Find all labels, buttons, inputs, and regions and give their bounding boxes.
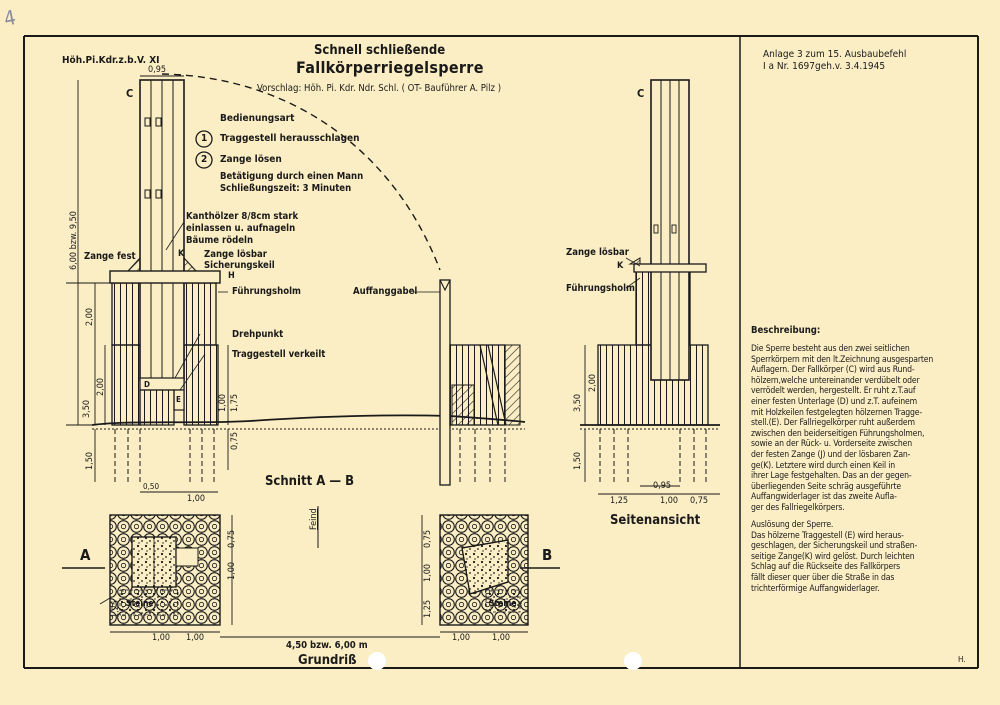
dim-100-right: 1,00 bbox=[218, 393, 228, 412]
description-line: Auffangwiderlager ist das zweite Aufla- bbox=[751, 492, 897, 503]
side-dim-125: 1,25 bbox=[610, 496, 629, 506]
dim-075: 0,75 bbox=[230, 431, 240, 450]
section-mark-a: A bbox=[80, 546, 91, 564]
operation-line-4: Schließungszeit: 3 Minuten bbox=[220, 183, 352, 194]
plan-dim-075: 0,75 bbox=[227, 529, 237, 548]
feind-label: Feind bbox=[309, 508, 319, 530]
plan-r-dim-075: 0,75 bbox=[423, 529, 433, 548]
description-line: einer festen Unterlage (D) und z.T. aufeinem bbox=[751, 396, 917, 407]
label-e: E bbox=[176, 395, 181, 404]
dim-top-width: 0,95 bbox=[148, 65, 167, 75]
dim-175: 1,75 bbox=[230, 393, 240, 412]
release-line: Schlag auf die Rückseite des Fallkörpers bbox=[751, 562, 900, 573]
description-line: verrödelt werden, hergestellt. Er ruht z.T.auf bbox=[751, 386, 916, 397]
step-2-text: Zange lösen bbox=[220, 154, 282, 165]
plan-r-dim-100: 1,00 bbox=[423, 563, 433, 582]
auffanggabel-label: Auffanggabel bbox=[353, 286, 418, 297]
side-zange-loesbar: Zange lösbar bbox=[566, 247, 629, 258]
footer-initial: H. bbox=[958, 655, 966, 664]
dim-200-upper: 2,00 bbox=[85, 307, 95, 326]
side-dim-100: 1,00 bbox=[660, 496, 679, 506]
release-line: trichterförmige Auffangwiderlager. bbox=[751, 583, 880, 594]
description-line: Auflagern. Der Fallkörper (C) wird aus Rund- bbox=[751, 365, 915, 376]
operation-heading: Bedienungsart bbox=[220, 113, 295, 124]
dim-100-bottom: 1,00 bbox=[187, 494, 206, 504]
annex-line-1: Anlage 3 zum 15. Ausbaubefehl bbox=[763, 49, 907, 60]
side-dim-075: 0,75 bbox=[690, 496, 709, 506]
plan-r-dim-100b: 1,00 bbox=[452, 633, 471, 643]
step-1-number: 1 bbox=[201, 133, 208, 144]
label-c-side: C bbox=[637, 87, 645, 100]
dim-350: 3,50 bbox=[82, 399, 92, 418]
section-view bbox=[62, 74, 560, 568]
description-text bbox=[751, 344, 981, 514]
plan-dim-125: 1,25 bbox=[111, 599, 121, 618]
release-line: fällt dieser quer über die Straße in das bbox=[751, 572, 895, 583]
description-line: ge(K). Letztere wird durch einen Keil in bbox=[751, 460, 896, 471]
dim-150: 1,50 bbox=[85, 451, 95, 470]
punch-hole-left bbox=[368, 652, 386, 670]
title-line-1: Schnell schließende bbox=[314, 43, 446, 58]
side-dim-200: 2,00 bbox=[588, 373, 598, 392]
plan-span: 4,50 bzw. 6,00 m bbox=[286, 640, 368, 651]
description-heading: Beschreibung: bbox=[751, 325, 821, 336]
operation-line-3: Betätigung durch einen Mann bbox=[220, 171, 364, 182]
description-line: sowie an der Rück- u. Vorderseite zwischen bbox=[751, 439, 912, 450]
description-line: ihrer Lage festgehalten. Das an der gegen- bbox=[751, 471, 912, 482]
step-2-number: 2 bbox=[201, 154, 208, 165]
section-mark-b: B bbox=[542, 546, 553, 564]
step-1-text: Traggestell herausschlagen bbox=[220, 133, 360, 144]
plan-dim-100-l: 1,00 bbox=[152, 633, 171, 643]
description-line: der festen Zange (J) und der lösbaren Zan- bbox=[751, 449, 911, 460]
description-line: überliegenden Seite schräg ausgeführte bbox=[751, 481, 902, 492]
label-c-section: C bbox=[126, 87, 134, 100]
dim-050: 0,50 bbox=[143, 482, 160, 491]
proposal-line: Vorschlag: Höh. Pi. Kdr. Ndr. Schl. ( OT- Bauführer A. Pilz ) bbox=[257, 83, 502, 94]
zange-loesbar-label: Zange lösbar bbox=[204, 249, 267, 260]
release-line: geschlagen, der Sicherungskeil und straßen- bbox=[751, 541, 918, 552]
side-dim-350: 3,50 bbox=[573, 393, 583, 412]
zange-fest-label: Zange fest bbox=[84, 251, 136, 262]
kanthoelzer-line-1: Kanthölzer 8/8cm stark bbox=[186, 211, 299, 222]
label-h: H bbox=[228, 271, 235, 281]
release-line: seitige Zange(K) wird gelöst. Durch leichten bbox=[751, 551, 915, 562]
drawing-title: Fallkörperriegelsperre bbox=[296, 58, 484, 77]
side-dim-150: 1,50 bbox=[573, 451, 583, 470]
section-title: Schnitt A — B bbox=[265, 474, 355, 489]
release-text bbox=[751, 520, 981, 594]
description-line: Sperrkörpern mit den lt.Zeichnung ausgesparten bbox=[751, 354, 934, 365]
punch-hole-right bbox=[624, 652, 642, 670]
side-view-title: Seitenansicht bbox=[610, 513, 701, 528]
plan-dim-100-r: 1,00 bbox=[186, 633, 205, 643]
fuehrungsholm-label: Führungsholm bbox=[232, 286, 301, 297]
corner-mark: 4 bbox=[1, 5, 18, 31]
kanthoelzer-line-3: Bäume rödeln bbox=[186, 235, 254, 246]
description-line: Die Sperre besteht aus den zwei seitlichen bbox=[751, 344, 910, 354]
label-d: D bbox=[144, 380, 150, 389]
description-line: zwischen den beiderseitigen Führungsholmen, bbox=[751, 428, 925, 439]
description-line: ger des Fallriegelkörpers. bbox=[751, 502, 845, 513]
traggestell-label: Traggestell verkeilt bbox=[232, 349, 326, 360]
side-fuehrungsholm: Führungsholm bbox=[566, 283, 635, 294]
steine-left: Steine bbox=[126, 599, 154, 609]
release-line: Das hölzerne Traggestell (E) wird heraus- bbox=[751, 530, 904, 541]
steine-right: Steine bbox=[489, 599, 517, 609]
plan-dim-100: 1,00 bbox=[227, 561, 237, 580]
description-line: hölzern,welche untereinander verdübelt oder bbox=[751, 375, 920, 386]
plan-r-dim-125: 1,25 bbox=[423, 599, 433, 618]
release-line: Auslösung der Sperre. bbox=[751, 520, 834, 530]
kanthoelzer-line-2: einlassen u. aufnageln bbox=[186, 223, 296, 234]
sicherungskeil-label: Sicherungskeil bbox=[204, 260, 275, 271]
drehpunkt-label: Drehpunkt bbox=[232, 329, 284, 340]
side-dim-095: 0,95 bbox=[653, 481, 672, 491]
annex-line-2: I a Nr. 1697geh.v. 3.4.1945 bbox=[763, 61, 886, 72]
description-line: mit Holzkeilen festgelegten hölzernen Tragge- bbox=[751, 407, 923, 418]
unit-label: Höh.Pi.Kdr.z.b.V. XI bbox=[62, 55, 160, 66]
dim-height-total: 6,00 bzw. 9,50 bbox=[69, 211, 79, 270]
label-k-section: K bbox=[178, 249, 185, 259]
plan-title: Grundriß bbox=[298, 653, 357, 668]
dim-200-lower: 2,00 bbox=[96, 377, 106, 396]
label-k-side: K bbox=[617, 261, 624, 271]
plan-r-dim-100c: 1,00 bbox=[492, 633, 511, 643]
description-line: stell.(E). Der Fallriegelkörper ruht außerdem bbox=[751, 418, 915, 429]
